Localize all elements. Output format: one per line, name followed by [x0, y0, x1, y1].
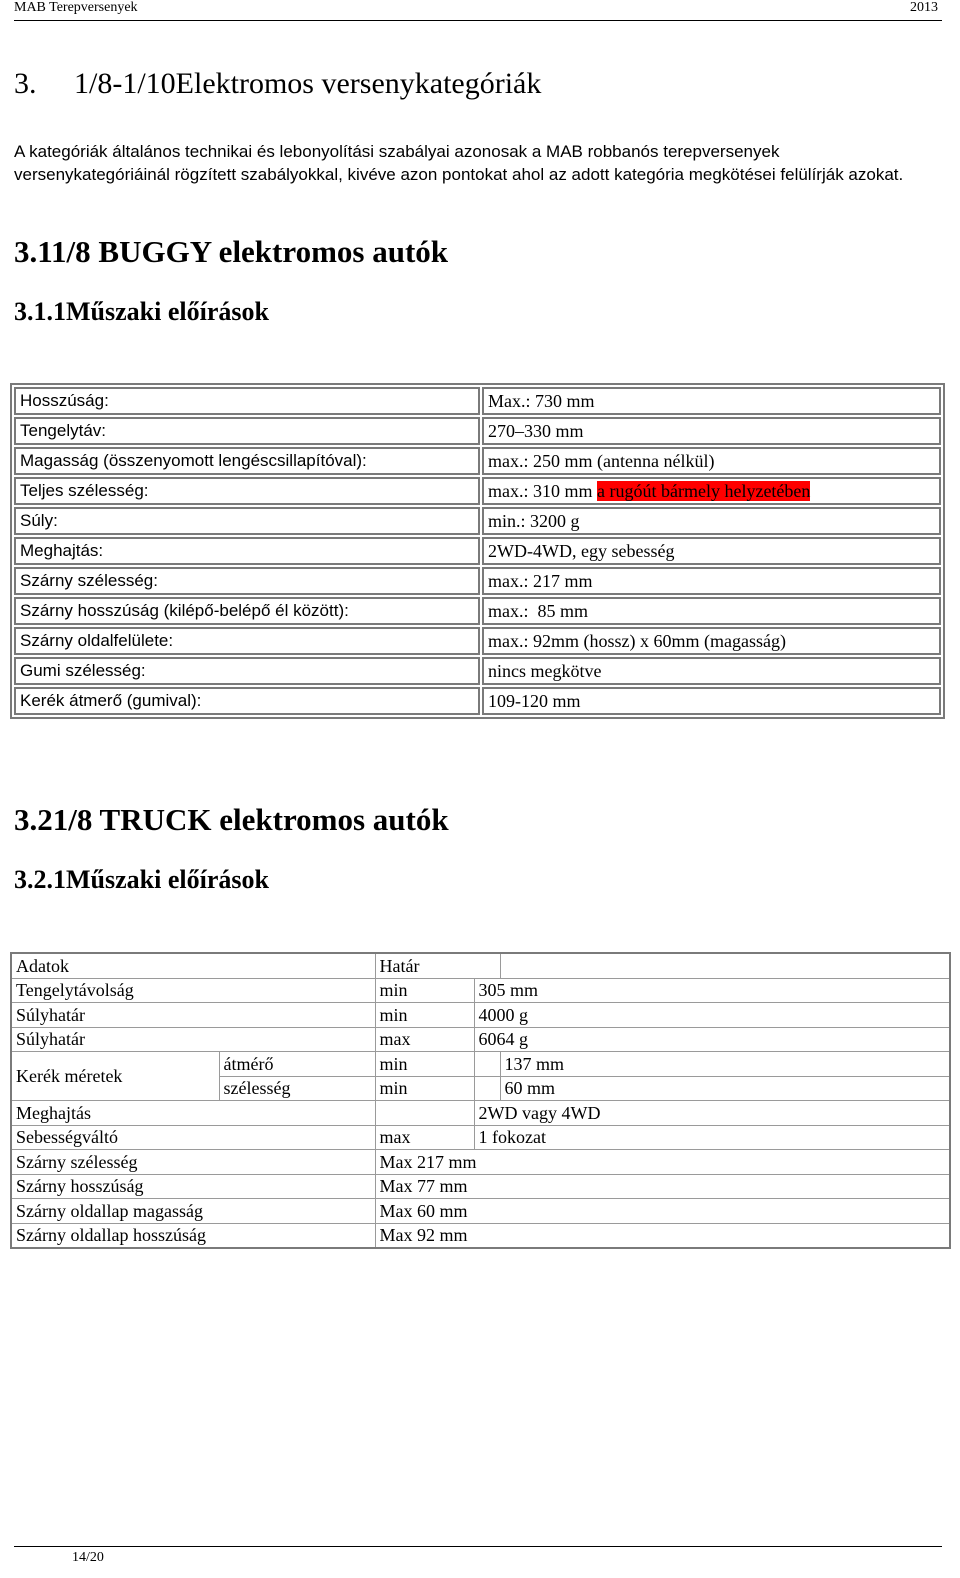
page-number: 14/20	[72, 1550, 104, 1565]
table-row	[14, 657, 941, 685]
spec-label: Szárny szélesség:	[14, 567, 480, 595]
spec-value	[482, 657, 941, 685]
spec-label: Meghajtás:	[14, 537, 480, 565]
table-cell: Súlyhatár	[11, 1003, 375, 1028]
highlighted-note: a rugóút bármely helyzetében	[597, 480, 811, 501]
table-cell	[500, 953, 950, 978]
table-row	[11, 1003, 950, 1028]
table-cell: Meghajtás	[11, 1101, 375, 1126]
spec-value-text: min.: 3200 g	[488, 510, 580, 531]
table-cell: Kerék méretek	[11, 1052, 219, 1101]
spec-value-text: 2WD-4WD, egy sebesség	[488, 540, 675, 561]
spec-label: Szárny hosszúság (kilépő-belépő él között):	[14, 597, 480, 625]
table-cell: 2WD vagy 4WD	[474, 1101, 950, 1126]
spec-value	[482, 447, 941, 475]
table-row	[11, 1150, 950, 1175]
table-row	[11, 1027, 950, 1052]
spec-value	[482, 627, 941, 655]
table-row	[11, 953, 950, 978]
table-cell: 1 fokozat	[474, 1125, 950, 1150]
spec-value	[482, 567, 941, 595]
spec-label: Súly:	[14, 507, 480, 535]
table-row	[11, 1125, 950, 1150]
buggy-heading: 3.11/8 BUGGY elektromos autók	[14, 234, 449, 269]
table-cell: átmérő	[219, 1052, 375, 1077]
section-number: 3.	[14, 67, 37, 100]
spec-value-text: 270–330 mm	[488, 420, 584, 441]
table-cell: Max 60 mm	[375, 1199, 950, 1224]
spec-value-text: max.: 85 mm	[488, 600, 588, 621]
spec-label: Magasság (összenyomott lengéscsillapítóval):	[14, 447, 480, 475]
truck-spec-table	[10, 952, 951, 1249]
spec-label: Hosszúság:	[14, 387, 480, 415]
table-cell	[375, 1101, 474, 1126]
table-cell: 305 mm	[474, 978, 950, 1003]
table-row	[14, 597, 941, 625]
table-cell	[474, 1076, 500, 1101]
table-cell: Szárny oldallap hosszúság	[11, 1223, 375, 1248]
table-cell: Max 217 mm	[375, 1150, 950, 1175]
spec-value-text: max.: 217 mm	[488, 570, 593, 591]
table-row	[14, 627, 941, 655]
table-cell: Szárny szélesség	[11, 1150, 375, 1175]
spec-value-text: max.: 250 mm (antenna nélkül)	[488, 450, 715, 471]
table-cell: Adatok	[11, 953, 375, 978]
table-cell: min	[375, 1076, 474, 1101]
table-cell: max	[375, 1125, 474, 1150]
header-title: MAB Terepversenyek	[14, 0, 138, 15]
page-header	[14, 0, 942, 21]
spec-label: Gumi szélesség:	[14, 657, 480, 685]
table-cell	[474, 1052, 500, 1077]
table-cell: max	[375, 1027, 474, 1052]
table-cell: Súlyhatár	[11, 1027, 375, 1052]
buggy-spec-table	[10, 383, 945, 719]
table-row	[11, 1174, 950, 1199]
section-title: 1/8-1/10Elektromos versenykategóriák	[74, 67, 542, 100]
table-cell: 60 mm	[500, 1076, 950, 1101]
table-cell: 137 mm	[500, 1052, 950, 1077]
spec-value	[482, 537, 941, 565]
table-row	[11, 978, 950, 1003]
table-row	[14, 477, 941, 505]
truck-subheading: 3.2.1Műszaki előírások	[14, 865, 269, 894]
table-row	[14, 537, 941, 565]
table-cell: Sebességváltó	[11, 1125, 375, 1150]
spec-value-text: nincs megkötve	[488, 660, 602, 681]
spec-value-text: max.: 92mm (hossz) x 60mm (magasság)	[488, 630, 786, 651]
table-cell: Tengelytávolság	[11, 978, 375, 1003]
table-cell: Szárny hosszúság	[11, 1174, 375, 1199]
table-cell: Szárny oldallap magasság	[11, 1199, 375, 1224]
spec-value-text: Max.: 730 mm	[488, 390, 595, 411]
table-row	[14, 447, 941, 475]
spec-label: Tengelytáv:	[14, 417, 480, 445]
spec-value	[482, 687, 941, 715]
table-row	[14, 507, 941, 535]
buggy-subheading: 3.1.1Műszaki előírások	[14, 297, 269, 326]
spec-value	[482, 597, 941, 625]
table-row	[11, 1052, 950, 1077]
table-row	[14, 687, 941, 715]
spec-label: Kerék átmerő (gumival):	[14, 687, 480, 715]
table-row	[14, 567, 941, 595]
table-cell: 4000 g	[474, 1003, 950, 1028]
spec-label: Szárny oldalfelülete:	[14, 627, 480, 655]
table-row	[11, 1223, 950, 1248]
table-cell: 6064 g	[474, 1027, 950, 1052]
spec-value	[482, 477, 941, 505]
table-cell: Max 92 mm	[375, 1223, 950, 1248]
table-cell: Határ	[375, 953, 500, 978]
intro-paragraph: A kategóriák általános technikai és lebonyolítási szabályai azonosak a MAB robbanós terepversenyek versenykategóriáinál rögzített szabályokkal, kivéve azon pontokat ahol az adott kategória megkötései felülírják azokat.	[14, 142, 904, 184]
spec-value	[482, 507, 941, 535]
table-cell: szélesség	[219, 1076, 375, 1101]
spec-value-text: max.: 310 mm	[488, 480, 597, 501]
table-row	[11, 1199, 950, 1224]
spec-value-text: 109-120 mm	[488, 690, 581, 711]
truck-heading: 3.21/8 TRUCK elektromos autók	[14, 802, 449, 837]
page-footer	[14, 1546, 942, 1565]
header-year: 2013	[910, 0, 938, 15]
table-row	[11, 1101, 950, 1126]
spec-value	[482, 387, 941, 415]
table-cell: min	[375, 1003, 474, 1028]
spec-value	[482, 417, 941, 445]
section-heading	[14, 67, 541, 101]
spec-label: Teljes szélesség:	[14, 477, 480, 505]
table-cell: min	[375, 1052, 474, 1077]
table-cell: Max 77 mm	[375, 1174, 950, 1199]
table-cell: min	[375, 978, 474, 1003]
table-row	[14, 387, 941, 415]
table-row	[14, 417, 941, 445]
